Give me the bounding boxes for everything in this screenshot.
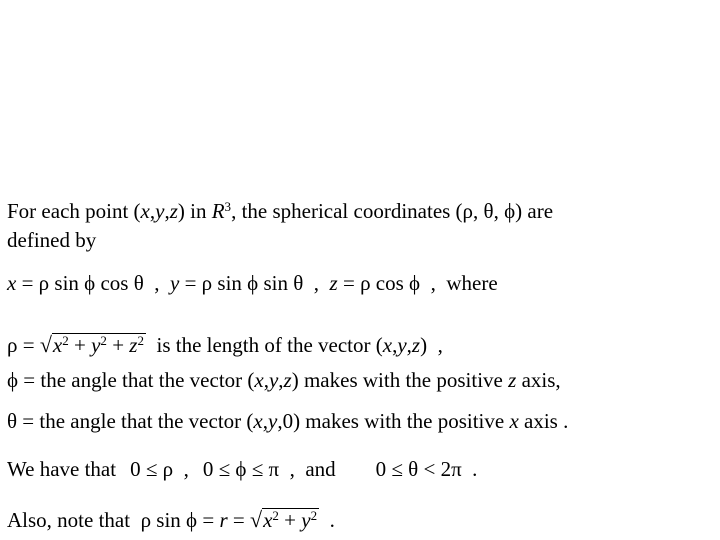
var-z: z	[169, 199, 178, 223]
phi-definition	[7, 370, 561, 391]
eq-x-var: x	[7, 271, 17, 295]
ranges	[7, 459, 477, 480]
phi-text-1: ϕ = the angle that the vector (	[7, 368, 255, 392]
rho-lhs: ρ =	[7, 333, 40, 357]
intro-text-2: ) in	[177, 199, 212, 223]
intro-line-1	[7, 198, 554, 223]
sqrt-symbol: √	[39, 332, 52, 357]
term-x: x	[263, 508, 273, 532]
space-symbol: R	[211, 199, 225, 223]
var-x: x	[140, 199, 150, 223]
axis-x: x	[509, 409, 519, 433]
range-theta: 0 ≤ θ < 2π .	[375, 457, 478, 481]
vec-y: y	[268, 368, 279, 392]
conversion-equations	[7, 273, 498, 294]
eq-where: where	[446, 271, 498, 295]
eq-z-var: z	[329, 271, 338, 295]
intro-text-4: defined by	[7, 228, 97, 252]
theta-text-1: θ = the angle that the vector (	[7, 409, 254, 433]
sqrt-symbol: √	[249, 507, 263, 532]
note-lead: Also, note that ρ sin ϕ =	[7, 508, 220, 532]
phi-text-3: axis,	[516, 368, 561, 392]
vec-x: x	[253, 409, 263, 433]
term-y: y	[91, 333, 101, 357]
phi-text-2: ) makes with the positive	[291, 368, 509, 392]
var-r: r	[219, 508, 228, 532]
comma: ,	[392, 333, 398, 357]
rho-radicand	[52, 333, 146, 356]
comma: ,	[263, 368, 269, 392]
vec-z: z	[411, 333, 421, 357]
range-rho: 0 ≤ ρ ,	[130, 457, 189, 481]
exp: 2	[100, 332, 107, 348]
term-x: x	[52, 333, 63, 357]
plus: +	[106, 333, 130, 357]
plus: +	[278, 508, 302, 532]
vec-x: x	[254, 368, 264, 392]
eq-y-var: y	[170, 271, 180, 295]
comma: ,	[406, 333, 412, 357]
comma: ,	[262, 409, 268, 433]
comma: ,	[149, 199, 156, 223]
term-y: y	[301, 508, 311, 532]
exp: 2	[310, 507, 318, 523]
exp: 2	[62, 332, 69, 348]
intro-text-1: For each point (	[7, 199, 141, 223]
theta-text-3: axis .	[518, 409, 569, 433]
vec-z: z	[283, 368, 292, 392]
rho-desc-2: ) ,	[420, 333, 443, 357]
exp: 2	[272, 507, 279, 523]
ranges-lead: We have that	[7, 457, 117, 481]
exp: 2	[137, 332, 144, 348]
note-radicand	[262, 508, 319, 531]
eq-x-rhs: = ρ sin ϕ cos θ ,	[16, 271, 171, 295]
vec-y: y	[397, 333, 407, 357]
equals: =	[227, 508, 250, 532]
note	[7, 508, 335, 531]
eq-z-rhs: = ρ cos ϕ ,	[337, 271, 447, 295]
comma: ,	[278, 368, 284, 392]
theta-text-2: ,0) makes with the positive	[277, 409, 510, 433]
range-phi: 0 ≤ ϕ ≤ π , and	[202, 457, 336, 481]
space-exponent: 3	[224, 198, 232, 214]
note-end: .	[319, 508, 335, 532]
term-z: z	[129, 333, 138, 357]
comma: ,	[164, 199, 170, 223]
var-y: y	[155, 199, 165, 223]
rho-desc-1: is the length of the vector (	[145, 333, 383, 357]
eq-y-rhs: = ρ sin ϕ sin θ ,	[179, 271, 330, 295]
plus: +	[68, 333, 92, 357]
rho-definition	[7, 333, 443, 356]
vec-y: y	[267, 409, 278, 433]
axis-z: z	[508, 368, 517, 392]
intro-text-3: , the spherical coordinates (ρ, θ, ϕ) are	[231, 199, 554, 223]
intro-line-2	[7, 230, 96, 251]
theta-definition	[7, 411, 568, 432]
vec-x: x	[382, 333, 393, 357]
